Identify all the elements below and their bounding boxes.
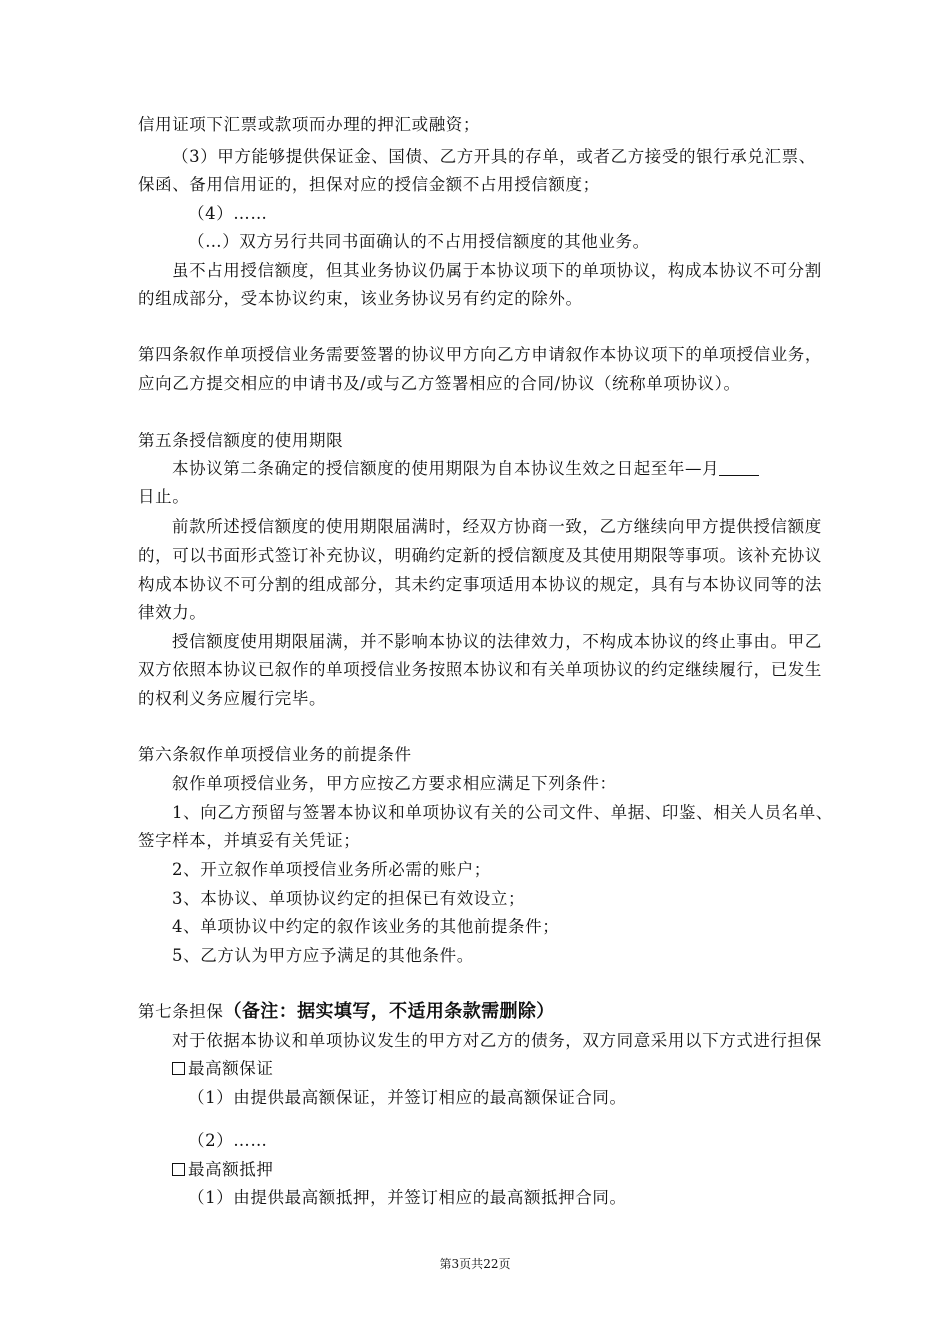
condition-item-2: 2、开立叙作单项授信业务所必需的账户； xyxy=(172,860,491,879)
paragraph-start: 对于依据本协议和单项协议发生的甲方对乙方的债务，双方同意采用以下方式进行担保 xyxy=(172,1031,822,1050)
text-line: 信用证项下汇票或款项而办理的押汇或融资； xyxy=(138,115,480,134)
paragraph-start xyxy=(172,458,862,480)
text-line: 保函、备用信用证的，担保对应的授信金额不占用授信额度； xyxy=(138,175,600,194)
condition-item-5: 5、乙方认为甲方应予满足的其他条件。 xyxy=(172,946,474,965)
condition-item-4: 4、单项协议中约定的叙作该业务的其他前提条件； xyxy=(172,917,560,936)
text-line: 日止。 xyxy=(138,487,190,506)
article-7-title: 第七条担保 xyxy=(138,1002,224,1021)
article-7-note: （备注：据实填写，不适用条款需删除） xyxy=(223,1001,555,1022)
paragraph-start: 虽不占用授信额度，但其业务协议仍属于本协议项下的单项协议，构成本协议不可分割 xyxy=(172,261,822,280)
text-line: 签字样本，并填妥有关凭证； xyxy=(138,831,361,850)
checkbox-icon[interactable] xyxy=(172,1062,185,1075)
text-line: 应向乙方提交相应的申请书及/或与乙方签署相应的合同/协议（统称单项协议）。 xyxy=(138,374,741,393)
page-number: 3 xyxy=(451,1257,460,1271)
checkbox-icon[interactable] xyxy=(172,1163,185,1176)
fill-blank xyxy=(719,461,759,476)
footer-prefix: 第 xyxy=(439,1257,452,1271)
text-line: 的，可以书面形式签订补充协议，明确约定新的授信额度及其使用期限等事项。该补充协议 xyxy=(138,546,822,565)
option-max-guarantee[interactable] xyxy=(172,1058,862,1080)
footer-suffix: 页 xyxy=(498,1257,511,1271)
page-footer xyxy=(0,1256,950,1272)
text-line: 的权利义务应履行完毕。 xyxy=(138,689,327,708)
text-line: 的组成部分，受本协议约束，该业务协议另有约定的除外。 xyxy=(138,289,583,308)
guarantee-item-2: （2）…… xyxy=(188,1131,268,1150)
option-label: 最高额抵押 xyxy=(188,1160,274,1179)
text-line: 律效力。 xyxy=(138,603,207,622)
paragraph-start: 前款所述授信额度的使用期限届满时，经双方协商一致，乙方继续向甲方提供授信额度 xyxy=(172,517,822,536)
option-max-mortgage[interactable] xyxy=(172,1159,862,1181)
mortgage-item-1: （1）由提供最高额抵押，并签订相应的最高额抵押合同。 xyxy=(188,1188,627,1207)
paragraph-start: 叙作单项授信业务，甲方应按乙方要求相应满足下列条件： xyxy=(172,774,617,793)
clause-item-etc: （…）双方另行共同书面确认的不占用授信额度的其他业务。 xyxy=(188,232,650,251)
article-4-heading: 第四条叙作单项授信业务需要签署的协议甲方向乙方申请叙作本协议项下的单项授信业务， xyxy=(138,345,822,364)
term-text: 本协议第二条确定的授信额度的使用期限为自本协议生效之日起至年—月 xyxy=(172,459,720,478)
paragraph-start: 授信额度使用期限届满，并不影响本协议的法律效力，不构成本协议的终止事由。甲乙 xyxy=(172,632,822,651)
option-label: 最高额保证 xyxy=(188,1059,274,1078)
clause-item-3: （3）甲方能够提供保证金、国债、乙方开具的存单，或者乙方接受的银行承兑汇票、 xyxy=(172,147,816,166)
condition-item-1: 1、向乙方预留与签署本协议和单项协议有关的公司文件、单据、印鉴、相关人员名单、 xyxy=(172,803,833,822)
text-line: 构成本协议不可分割的组成部分，其未约定事项适用本协议的规定，具有与本协议同等的法 xyxy=(138,575,822,594)
article-5-heading: 第五条授信额度的使用期限 xyxy=(138,431,344,450)
clause-item-4: （4）…… xyxy=(188,204,268,223)
article-7-heading xyxy=(138,1001,828,1023)
text-line: 双方依照本协议已叙作的单项授信业务按照本协议和有关单项协议的约定继续履行，已发生 xyxy=(138,660,822,679)
page-total: 22 xyxy=(483,1257,499,1271)
condition-item-3: 3、本协议、单项协议约定的担保已有效设立； xyxy=(172,889,526,908)
footer-middle: 页共 xyxy=(459,1257,484,1271)
guarantee-item-1: （1）由提供最高额保证，并签订相应的最高额保证合同。 xyxy=(188,1088,627,1107)
article-6-heading: 第六条叙作单项授信业务的前提条件 xyxy=(138,745,412,764)
